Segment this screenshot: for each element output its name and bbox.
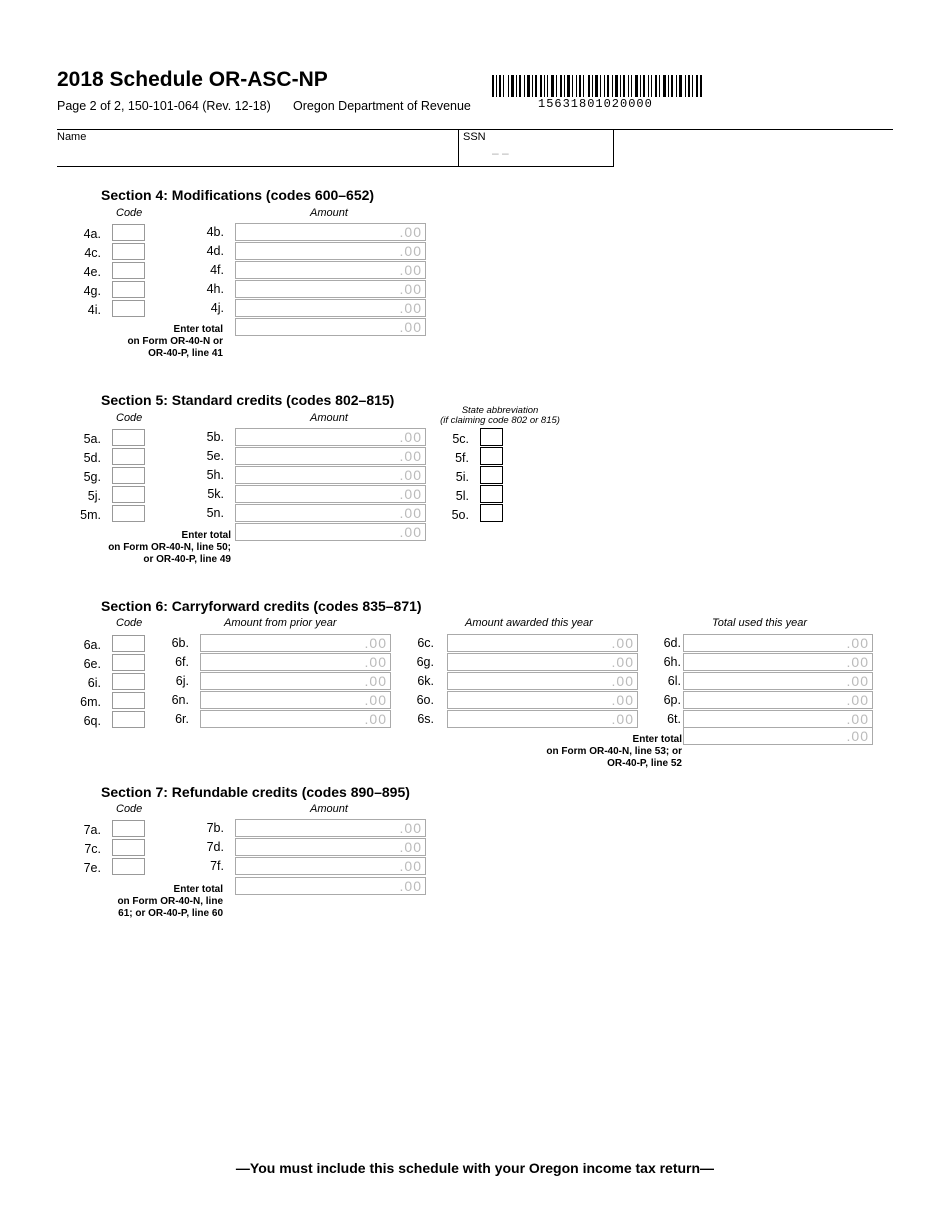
code-field[interactable] xyxy=(112,839,145,856)
code-field[interactable] xyxy=(112,429,145,446)
prior-year-amount-field[interactable] xyxy=(200,691,391,709)
line-label: 5c. xyxy=(452,432,469,446)
cents-placeholder: .00 xyxy=(399,858,422,874)
line-label: 5e. xyxy=(206,449,224,463)
used-amount-field[interactable] xyxy=(683,672,873,690)
code-field[interactable] xyxy=(112,243,145,260)
cents-placeholder: .00 xyxy=(399,224,422,240)
line-label: 6r. xyxy=(175,712,189,726)
cents-placeholder: .00 xyxy=(611,635,634,651)
code-field[interactable] xyxy=(112,281,145,298)
form-subtitle: Page 2 of 2, 150-101-064 (Rev. 12-18) xyxy=(57,99,271,113)
line-label: 4f. xyxy=(210,263,224,277)
line-label: 5i. xyxy=(455,470,469,484)
identity-divider xyxy=(458,129,459,167)
prior-year-amount-field[interactable] xyxy=(200,672,391,690)
cents-placeholder: .00 xyxy=(364,654,387,670)
section5-amount-header: Amount xyxy=(310,412,348,424)
state-abbreviation-field[interactable] xyxy=(480,466,503,484)
code-field[interactable] xyxy=(112,673,145,690)
section6-total-field[interactable]: .00 xyxy=(683,727,873,745)
line-label: 4i. xyxy=(87,303,101,317)
section4-total-label: Enter total on Form OR-40-N or OR-40-P, line 41 xyxy=(127,324,223,359)
line-label: 6f. xyxy=(175,655,189,669)
amount-field[interactable] xyxy=(235,428,426,446)
line-label: 6p. xyxy=(663,693,681,707)
used-amount-field[interactable] xyxy=(683,653,873,671)
code-field[interactable] xyxy=(112,654,145,671)
amount-field[interactable] xyxy=(235,838,426,856)
cents-placeholder: .00 xyxy=(611,654,634,670)
line-label: 4g. xyxy=(83,284,101,298)
cents-placeholder: .00 xyxy=(399,448,422,464)
line-label: 5g. xyxy=(83,470,101,484)
section6-awarded-header: Amount awarded this year xyxy=(465,617,593,629)
cents-placeholder: .00 xyxy=(611,673,634,689)
line-label: 5b. xyxy=(206,430,224,444)
line-label: 6n. xyxy=(171,693,189,707)
code-field[interactable] xyxy=(112,224,145,241)
name-label: Name xyxy=(57,131,87,143)
line-label: 7b. xyxy=(206,821,224,835)
cents-placeholder: .00 xyxy=(399,486,422,502)
line-label: 4e. xyxy=(83,265,101,279)
line-label: 6t. xyxy=(667,712,681,726)
line-label: 6j. xyxy=(175,674,189,688)
footer-note: —You must include this schedule with your Oregon income tax return— xyxy=(235,1160,715,1176)
amount-field[interactable] xyxy=(235,447,426,465)
code-field[interactable] xyxy=(112,448,145,465)
line-label: 7e. xyxy=(83,861,101,875)
cents-placeholder: .00 xyxy=(846,711,869,727)
amount-field[interactable] xyxy=(235,485,426,503)
cents-placeholder: .00 xyxy=(399,262,422,278)
code-field[interactable] xyxy=(112,711,145,728)
awarded-amount-field[interactable] xyxy=(447,634,638,652)
amount-field[interactable] xyxy=(235,504,426,522)
line-label: 5l. xyxy=(455,489,469,503)
cents-placeholder: .00 xyxy=(846,635,869,651)
state-abbreviation-field[interactable] xyxy=(480,428,503,446)
line-label: 6h. xyxy=(663,655,681,669)
code-field[interactable] xyxy=(112,505,145,522)
amount-field[interactable] xyxy=(235,223,426,241)
line-label: 5d. xyxy=(83,451,101,465)
line-label: 6a. xyxy=(83,638,101,652)
section6-title: Section 6: Carryforward credits (codes 835–871) xyxy=(101,598,422,614)
section5-total-label: Enter total on Form OR-40-N, line 50; or OR-40-P, line 49 xyxy=(108,530,231,565)
line-label: 4b. xyxy=(206,225,224,239)
used-amount-field[interactable] xyxy=(683,710,873,728)
line-label: 6l. xyxy=(667,674,681,688)
section4-code-header: Code xyxy=(116,207,143,219)
barcode-number: 15631801020000 xyxy=(538,97,653,111)
section6-code-header: Code xyxy=(116,617,143,629)
section7-code-header: Code xyxy=(116,803,143,815)
barcode-image xyxy=(492,75,702,97)
cents-placeholder: .00 xyxy=(364,711,387,727)
line-label: 4h. xyxy=(206,282,224,296)
amount-field[interactable] xyxy=(235,857,426,875)
code-field[interactable] xyxy=(112,635,145,652)
awarded-amount-field[interactable] xyxy=(447,710,638,728)
section5-code-header: Code xyxy=(116,412,143,424)
code-field[interactable] xyxy=(112,300,145,317)
state-abbreviation-field[interactable] xyxy=(480,504,503,522)
name-field[interactable] xyxy=(60,145,450,164)
state-abbreviation-field[interactable] xyxy=(480,485,503,503)
department-name: Oregon Department of Revenue xyxy=(293,99,471,113)
line-label: 4c. xyxy=(84,246,101,260)
cents-placeholder: .00 xyxy=(399,243,422,259)
form-title: 2018 Schedule OR-ASC-NP xyxy=(57,68,328,91)
ssn-field[interactable]: – – xyxy=(492,146,509,160)
state-abbreviation-field[interactable] xyxy=(480,447,503,465)
line-label: 5a. xyxy=(83,432,101,446)
line-label: 5j. xyxy=(87,489,101,503)
identity-bottom-rule xyxy=(57,166,614,167)
code-field[interactable] xyxy=(112,486,145,503)
line-label: 4a. xyxy=(83,227,101,241)
amount-field[interactable] xyxy=(235,299,426,317)
line-label: 7a. xyxy=(83,823,101,837)
section4-total-field[interactable]: .00 xyxy=(235,318,426,336)
cents-placeholder: .00 xyxy=(399,839,422,855)
section4-title: Section 4: Modifications (codes 600–652) xyxy=(101,187,375,203)
line-label: 6k. xyxy=(417,674,434,688)
cents-placeholder: .00 xyxy=(846,654,869,670)
cents-placeholder: .00 xyxy=(399,505,422,521)
line-label: 5k. xyxy=(207,487,224,501)
section6-prior-header: Amount from prior year xyxy=(224,617,337,629)
section5-title: Section 5: Standard credits (codes 802–815) xyxy=(101,392,395,408)
line-label: 6q. xyxy=(83,714,101,728)
line-label: 6d. xyxy=(663,636,681,650)
code-field[interactable] xyxy=(112,820,145,837)
section5-state-header: State abbreviation (if claiming code 802 or 815) xyxy=(440,405,560,426)
section7-total-field[interactable]: .00 xyxy=(235,877,426,895)
cents-placeholder: .00 xyxy=(399,429,422,445)
header-rule xyxy=(57,129,893,130)
cents-placeholder: .00 xyxy=(364,673,387,689)
code-field[interactable] xyxy=(112,262,145,279)
code-field[interactable] xyxy=(112,858,145,875)
cents-placeholder: .00 xyxy=(399,300,422,316)
line-label: 6o. xyxy=(416,693,434,707)
code-field[interactable] xyxy=(112,467,145,484)
amount-field[interactable] xyxy=(235,280,426,298)
section6-total-label: Enter total on Form OR-40-N, line 53; or OR-40-P, line 52 xyxy=(546,734,682,769)
amount-field[interactable] xyxy=(235,819,426,837)
amount-field[interactable] xyxy=(235,242,426,260)
used-amount-field[interactable] xyxy=(683,634,873,652)
line-label: 5n. xyxy=(206,506,224,520)
line-label: 6m. xyxy=(80,695,101,709)
awarded-amount-field[interactable] xyxy=(447,653,638,671)
line-label: 7c. xyxy=(84,842,101,856)
cents-placeholder: .00 xyxy=(364,692,387,708)
section4-amount-header: Amount xyxy=(310,207,348,219)
section5-total-field[interactable]: .00 xyxy=(235,523,426,541)
cents-placeholder: .00 xyxy=(611,692,634,708)
line-label: 4j. xyxy=(210,301,224,315)
cents-placeholder: .00 xyxy=(846,692,869,708)
amount-field[interactable] xyxy=(235,466,426,484)
line-label: 5m. xyxy=(80,508,101,522)
section6-used-header: Total used this year xyxy=(712,617,807,629)
line-label: 6b. xyxy=(171,636,189,650)
line-label: 6e. xyxy=(83,657,101,671)
section7-amount-header: Amount xyxy=(310,803,348,815)
cents-placeholder: .00 xyxy=(846,673,869,689)
line-label: 6i. xyxy=(87,676,101,690)
ssn-label: SSN xyxy=(463,131,486,143)
cents-placeholder: .00 xyxy=(399,467,422,483)
cents-placeholder: .00 xyxy=(399,820,422,836)
line-label: 5h. xyxy=(206,468,224,482)
awarded-amount-field[interactable] xyxy=(447,672,638,690)
line-label: 5f. xyxy=(455,451,469,465)
cents-placeholder: .00 xyxy=(611,711,634,727)
line-label: 6g. xyxy=(416,655,434,669)
line-label: 7d. xyxy=(206,840,224,854)
line-label: 5o. xyxy=(451,508,469,522)
cents-placeholder: .00 xyxy=(399,281,422,297)
used-amount-field[interactable] xyxy=(683,691,873,709)
prior-year-amount-field[interactable] xyxy=(200,653,391,671)
code-field[interactable] xyxy=(112,692,145,709)
section7-title: Section 7: Refundable credits (codes 890–895) xyxy=(101,784,410,800)
ssn-right-rule xyxy=(613,129,614,167)
amount-field[interactable] xyxy=(235,261,426,279)
line-label: 4d. xyxy=(206,244,224,258)
line-label: 7f. xyxy=(210,859,224,873)
awarded-amount-field[interactable] xyxy=(447,691,638,709)
prior-year-amount-field[interactable] xyxy=(200,634,391,652)
line-label: 6s. xyxy=(417,712,434,726)
section7-total-label: Enter total on Form OR-40-N, line 61; or OR-40-P, line 60 xyxy=(117,884,223,919)
line-label: 6c. xyxy=(417,636,434,650)
prior-year-amount-field[interactable] xyxy=(200,710,391,728)
cents-placeholder: .00 xyxy=(364,635,387,651)
